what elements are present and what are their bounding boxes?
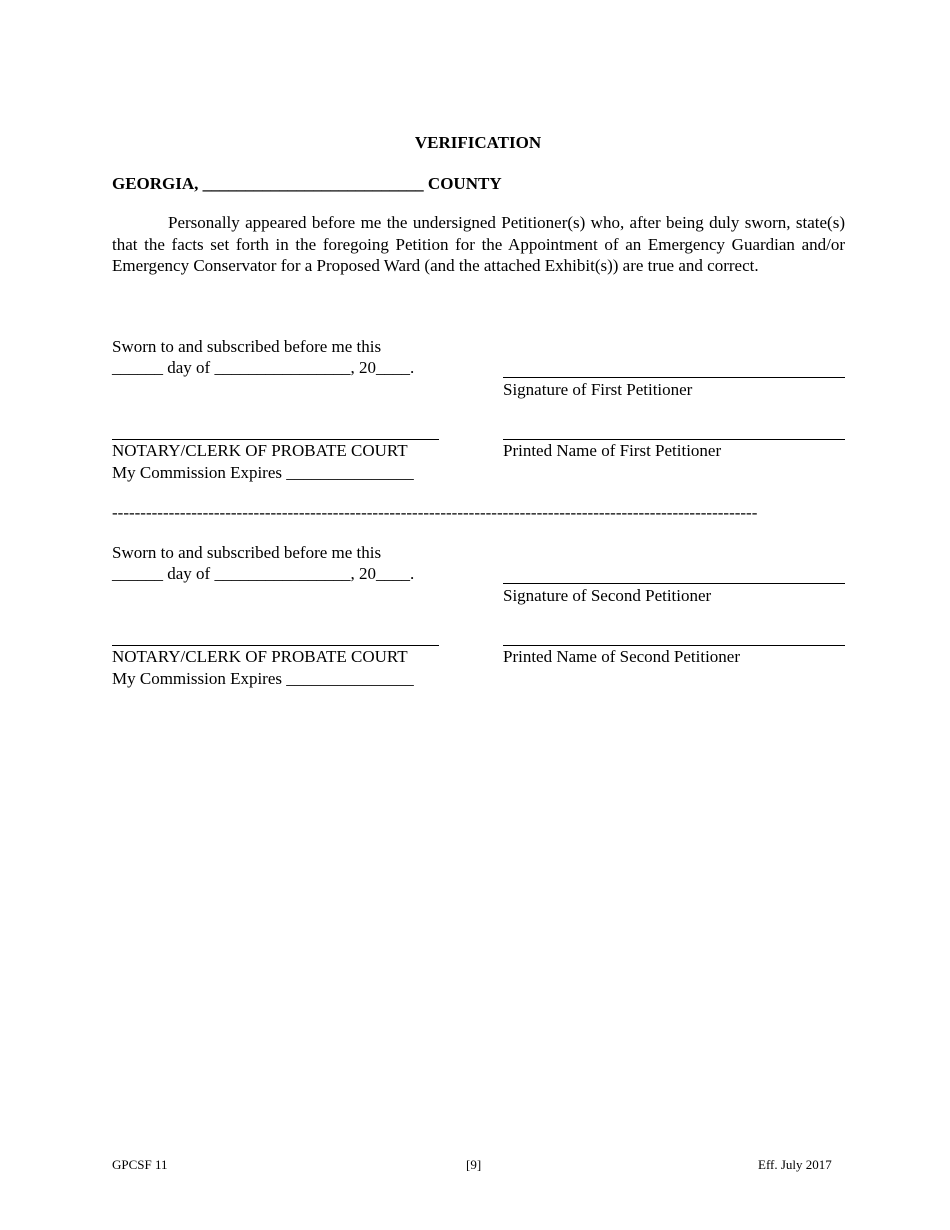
- sworn-statement-2: Sworn to and subscribed before me this: [112, 543, 382, 562]
- signature-line-1[interactable]: [503, 377, 845, 378]
- notary-signature-line-1[interactable]: [112, 439, 439, 440]
- county-line[interactable]: GEORGIA, __________________________ COUNTY: [112, 174, 502, 193]
- commission-expires-2[interactable]: My Commission Expires _______________: [112, 669, 414, 688]
- notary-label-2: NOTARY/CLERK OF PROBATE COURT: [112, 647, 408, 666]
- printed-name-label-2: Printed Name of Second Petitioner: [503, 647, 741, 666]
- page-title: VERIFICATION: [414, 133, 542, 152]
- printed-name-label-1: Printed Name of First Petitioner: [503, 441, 722, 460]
- section-separator: ------------------------------------------------------------------------------------------------------------------: [112, 503, 758, 522]
- commission-expires-1[interactable]: My Commission Expires _______________: [112, 463, 414, 482]
- printed-name-line-1[interactable]: [503, 439, 845, 440]
- sworn-statement-1: Sworn to and subscribed before me this: [112, 337, 382, 356]
- footer-form-id: GPCSF 11: [112, 1157, 168, 1172]
- printed-name-line-2[interactable]: [503, 645, 845, 646]
- date-line-1[interactable]: ______ day of ________________, 20____.: [112, 358, 415, 377]
- footer-page-number: [9]: [466, 1157, 482, 1172]
- signature-label-2: Signature of Second Petitioner: [503, 586, 712, 605]
- signature-label-1: Signature of First Petitioner: [503, 380, 693, 399]
- footer-effective-date: Eff. July 2017: [758, 1157, 832, 1172]
- notary-label-1: NOTARY/CLERK OF PROBATE COURT: [112, 441, 408, 460]
- verification-paragraph: Personally appeared before me the undersigned Petitioner(s) who, after being duly sworn, state(s) that the facts set forth in the foregoing Petition for the Appointment of an Emergency Guardian and/or Emergency Conservator for a Proposed Ward (and the attached Exhibit(s)) are true and correct.: [112, 213, 845, 275]
- signature-line-2[interactable]: [503, 583, 845, 584]
- date-line-2[interactable]: ______ day of ________________, 20____.: [112, 564, 415, 583]
- notary-signature-line-2[interactable]: [112, 645, 439, 646]
